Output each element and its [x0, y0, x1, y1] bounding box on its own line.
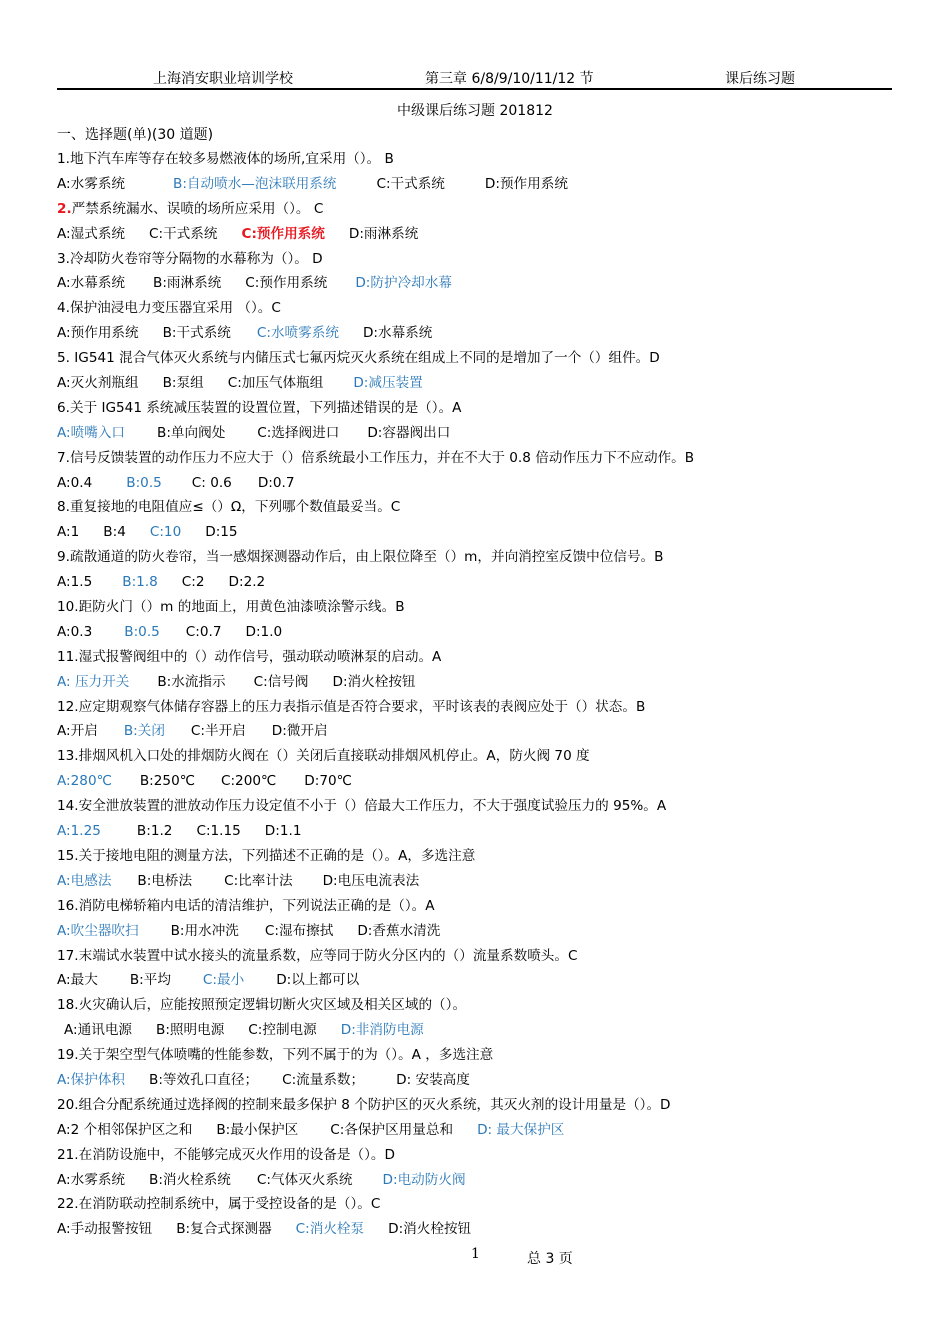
options-row [57, 520, 907, 545]
question-text: 10.距防火门（）m 的地面上，用黄色油漆喷涂警示线。B [57, 599, 405, 616]
option: A:最大 [57, 972, 98, 989]
option: D:香蕉水清洗 [357, 922, 441, 939]
question-text: 19.关于架空型气体喷嘴的性能参数，下列不属于的为（）。A ，多选注意 [57, 1047, 494, 1064]
option: A:手动报警按钮 [57, 1221, 153, 1238]
option: D:1.0 [245, 623, 283, 640]
options-row [57, 1217, 907, 1242]
option: A:2 个相邻保护区之和 [57, 1121, 193, 1138]
option: B:电桥法 [137, 872, 193, 889]
correct-option: B:0.5 [126, 474, 162, 491]
option: D:15 [205, 524, 238, 541]
correct-option: A:喷嘴入口 [57, 424, 126, 441]
question-text [57, 197, 907, 222]
options-row [57, 1118, 907, 1143]
option: C:各保护区用量总和 [330, 1121, 454, 1138]
question-text: 16.消防电梯轿箱内电话的清洁维护，下列说法正确的是（）。A [57, 897, 435, 914]
correct-option: C:最小 [202, 972, 245, 989]
option: B:消火栓系统 [149, 1171, 231, 1188]
option: A:灭火剂瓶组 [57, 375, 139, 392]
options-row [57, 271, 907, 296]
header-chapter: 第三章 6/8/9/10/11/12 节 [425, 71, 594, 87]
correct-option: C:预作用系统 [241, 225, 325, 242]
option: C:气体灭火系统 [256, 1171, 353, 1188]
header-type: 课后练习题 [725, 71, 795, 87]
option: C:干式系统 [149, 225, 218, 242]
option: D:预作用系统 [484, 175, 568, 192]
options-row [57, 719, 907, 744]
option: D:消火栓按钮 [332, 673, 416, 690]
option: C:信号阀 [253, 673, 309, 690]
question-text: 12.应定期观察气体储存容器上的压力表指示值是否符合要求，平时该表的表阀应处于（）状态。B [57, 698, 646, 715]
options-row [57, 371, 907, 396]
question-text: 4.保护油浸电力变压器宜采用 （）。C [57, 300, 281, 317]
question-text: 21.在消防设施中，不能够完成灭火作用的设备是（）。D [57, 1146, 395, 1163]
option: B:1.2 [136, 823, 173, 840]
question-text: 9.疏散通道的防火卷帘，当一感烟探测器动作后，由上限位降至（）m，并向消控室反馈中位信号。B [57, 549, 664, 566]
correct-option: C:水喷雾系统 [256, 325, 339, 342]
correct-option: B:0.5 [124, 623, 160, 640]
question-text: 8.重复接地的电阻值应≤（）Ω，下列哪个数值最妥当。C [57, 499, 401, 516]
options-row [57, 1018, 907, 1043]
option: A:水雾系统 [57, 175, 126, 192]
options-row [57, 769, 907, 794]
option: C:2 [181, 574, 205, 591]
option: A:0.4 [57, 474, 93, 491]
option: B:4 [103, 524, 126, 541]
option: C:选择阀进口 [257, 424, 340, 441]
correct-option: A:吹尘器吹扫 [57, 922, 139, 939]
options-row [57, 1068, 907, 1093]
question-text: 11.湿式报警阀组中的（）动作信号，强动联动喷淋泵的启动。A [57, 648, 442, 665]
options-row [57, 869, 907, 894]
question-text: 1.地下汽车库等存在较多易燃液体的场所,宜采用（）。 B [57, 151, 394, 167]
question-text: 7.信号反馈装置的动作压力不应大于（）倍系统最小工作压力，并在不大于 0.8 倍动作压力下不应动作。B [57, 449, 695, 466]
option: C:比率计法 [224, 872, 293, 889]
option: B:平均 [129, 972, 171, 989]
option: A:开启 [57, 723, 98, 740]
option: B:照明电源 [156, 1022, 225, 1039]
option: C:1.15 [196, 823, 241, 840]
correct-option: B:关闭 [123, 723, 165, 740]
option: D:水幕系统 [362, 325, 433, 342]
options-row [57, 1168, 907, 1193]
option: C:0.7 [185, 623, 222, 640]
option: B:最小保护区 [216, 1121, 299, 1138]
option: B:水流指示 [157, 673, 226, 690]
options-row [57, 968, 907, 993]
option: A:1.5 [57, 574, 93, 591]
correct-option: D:防护冷却水幕 [355, 275, 452, 292]
options-row [57, 620, 907, 645]
correct-option: C:10 [149, 524, 182, 541]
options-row [57, 222, 907, 247]
question-text: 20.组合分配系统通过选择阀的控制来最多保护 8 个防护区的灭火系统，其灭火剂的设计用量是（）。D [57, 1096, 671, 1113]
correct-option: C:消火栓泵 [295, 1221, 365, 1238]
option: B:250℃ [139, 773, 195, 790]
option: A:1 [57, 524, 80, 541]
option: D: 安装高度 [396, 1071, 470, 1088]
correct-option: A:280℃ [57, 773, 112, 790]
option: D:1.1 [264, 823, 302, 840]
total-pages: 总 3 页 [527, 1251, 573, 1267]
correct-option: A: 压力开关 [57, 673, 130, 690]
correct-option: D:非消防电源 [340, 1022, 424, 1039]
option: B:干式系统 [162, 325, 231, 342]
option: A:0.3 [57, 623, 93, 640]
option: D:0.7 [257, 474, 295, 491]
option: C:加压气体瓶组 [227, 375, 324, 392]
option: C:湿布擦拭 [264, 922, 334, 939]
option: B:用水冲洗 [170, 922, 239, 939]
question-text: 17.末端试水装置中试水接头的流量系数，应等同于防火分区内的（）流量系数喷头。C [57, 947, 578, 964]
correct-option: A:1.25 [57, 823, 101, 840]
correct-option: D: 最大保护区 [477, 1121, 565, 1138]
question-number: 2. [57, 200, 72, 217]
option: D:2.2 [228, 574, 266, 591]
options-row [57, 421, 907, 446]
option: A:湿式系统 [57, 225, 126, 242]
correct-option: B:1.8 [122, 574, 158, 591]
header-school: 上海消安职业培训学校 [153, 71, 293, 87]
option: B:等效孔口直径； [149, 1071, 259, 1088]
options-row [57, 570, 907, 595]
options-row [57, 321, 907, 346]
option: A:水雾系统 [57, 1171, 126, 1188]
option: D:电压电流表法 [322, 872, 420, 889]
option: C:控制电源 [248, 1022, 317, 1039]
option: C:流量系数； [282, 1071, 365, 1088]
option: A:预作用系统 [57, 325, 139, 342]
option: B:单向阀处 [157, 424, 226, 441]
option: C:预作用系统 [245, 275, 328, 292]
options-row [57, 471, 907, 496]
question-text: 22.在消防联动控制系统中，属于受控设备的是（）。C [57, 1196, 381, 1213]
question-list [57, 147, 907, 1242]
question-text: 3.冷却防火卷帘等分隔物的水幕称为（）。 D [57, 250, 323, 267]
question-text: 13.排烟风机入口处的排烟防火阀在（）关闭后直接联动排烟风机停止。A，防火阀 70 度 [57, 748, 590, 765]
question-stem: 严禁系统漏水、误喷的场所应采用（）。 C [71, 200, 324, 217]
correct-option: A:保护体积 [57, 1071, 126, 1088]
correct-option: A:电感法 [57, 872, 112, 889]
correct-option: B:自动喷水—泡沫联用系统 [173, 175, 337, 192]
option: D:以上都可以 [276, 972, 360, 989]
section-heading: 一、选择题(单)(30 道题) [57, 127, 214, 143]
document-title: 中级课后练习题 201812 [397, 103, 553, 119]
option: C:干式系统 [376, 175, 445, 192]
option: D:微开启 [271, 723, 328, 740]
option: D:消火栓按钮 [388, 1221, 472, 1238]
option: B:泵组 [162, 375, 204, 392]
page-number: 1 [471, 1246, 480, 1262]
question-text: 15.关于接地电阻的测量方法，下列描述不正确的是（）。A，多选注意 [57, 847, 476, 864]
option: D:容器阀出口 [367, 424, 451, 441]
option: D:雨淋系统 [348, 225, 419, 242]
correct-option: D:电动防火阀 [382, 1171, 466, 1188]
correct-option: D:减压装置 [353, 375, 423, 392]
option: B:复合式探测器 [176, 1221, 272, 1238]
option: A:水幕系统 [57, 275, 126, 292]
option: C:半开启 [190, 723, 246, 740]
option: B:雨淋系统 [153, 275, 222, 292]
question-text: 18.火灾确认后，应能按照预定逻辑切断火灾区域及相关区域的（）。 [57, 997, 467, 1014]
option: D:70℃ [304, 773, 352, 790]
option: C: 0.6 [191, 474, 232, 491]
options-row [57, 172, 907, 197]
question-text: 6.关于 IG541 系统减压装置的设置位置，下列描述错误的是（）。A [57, 399, 462, 416]
options-row [57, 919, 907, 944]
options-row [57, 670, 907, 695]
question-text: 14.安全泄放装置的泄放动作压力设定值不小于（）倍最大工作压力，不大于强度试验压力的 95%。A [57, 798, 667, 815]
options-row [57, 819, 907, 844]
page-header [57, 66, 892, 90]
option: A:通讯电源 [64, 1022, 133, 1039]
option: C:200℃ [220, 773, 277, 790]
question-text: 5. IG541 混合气体灭火系统与内储压式七氟丙烷灭火系统在组成上不同的是增加了一个（）组件。D [57, 350, 660, 367]
